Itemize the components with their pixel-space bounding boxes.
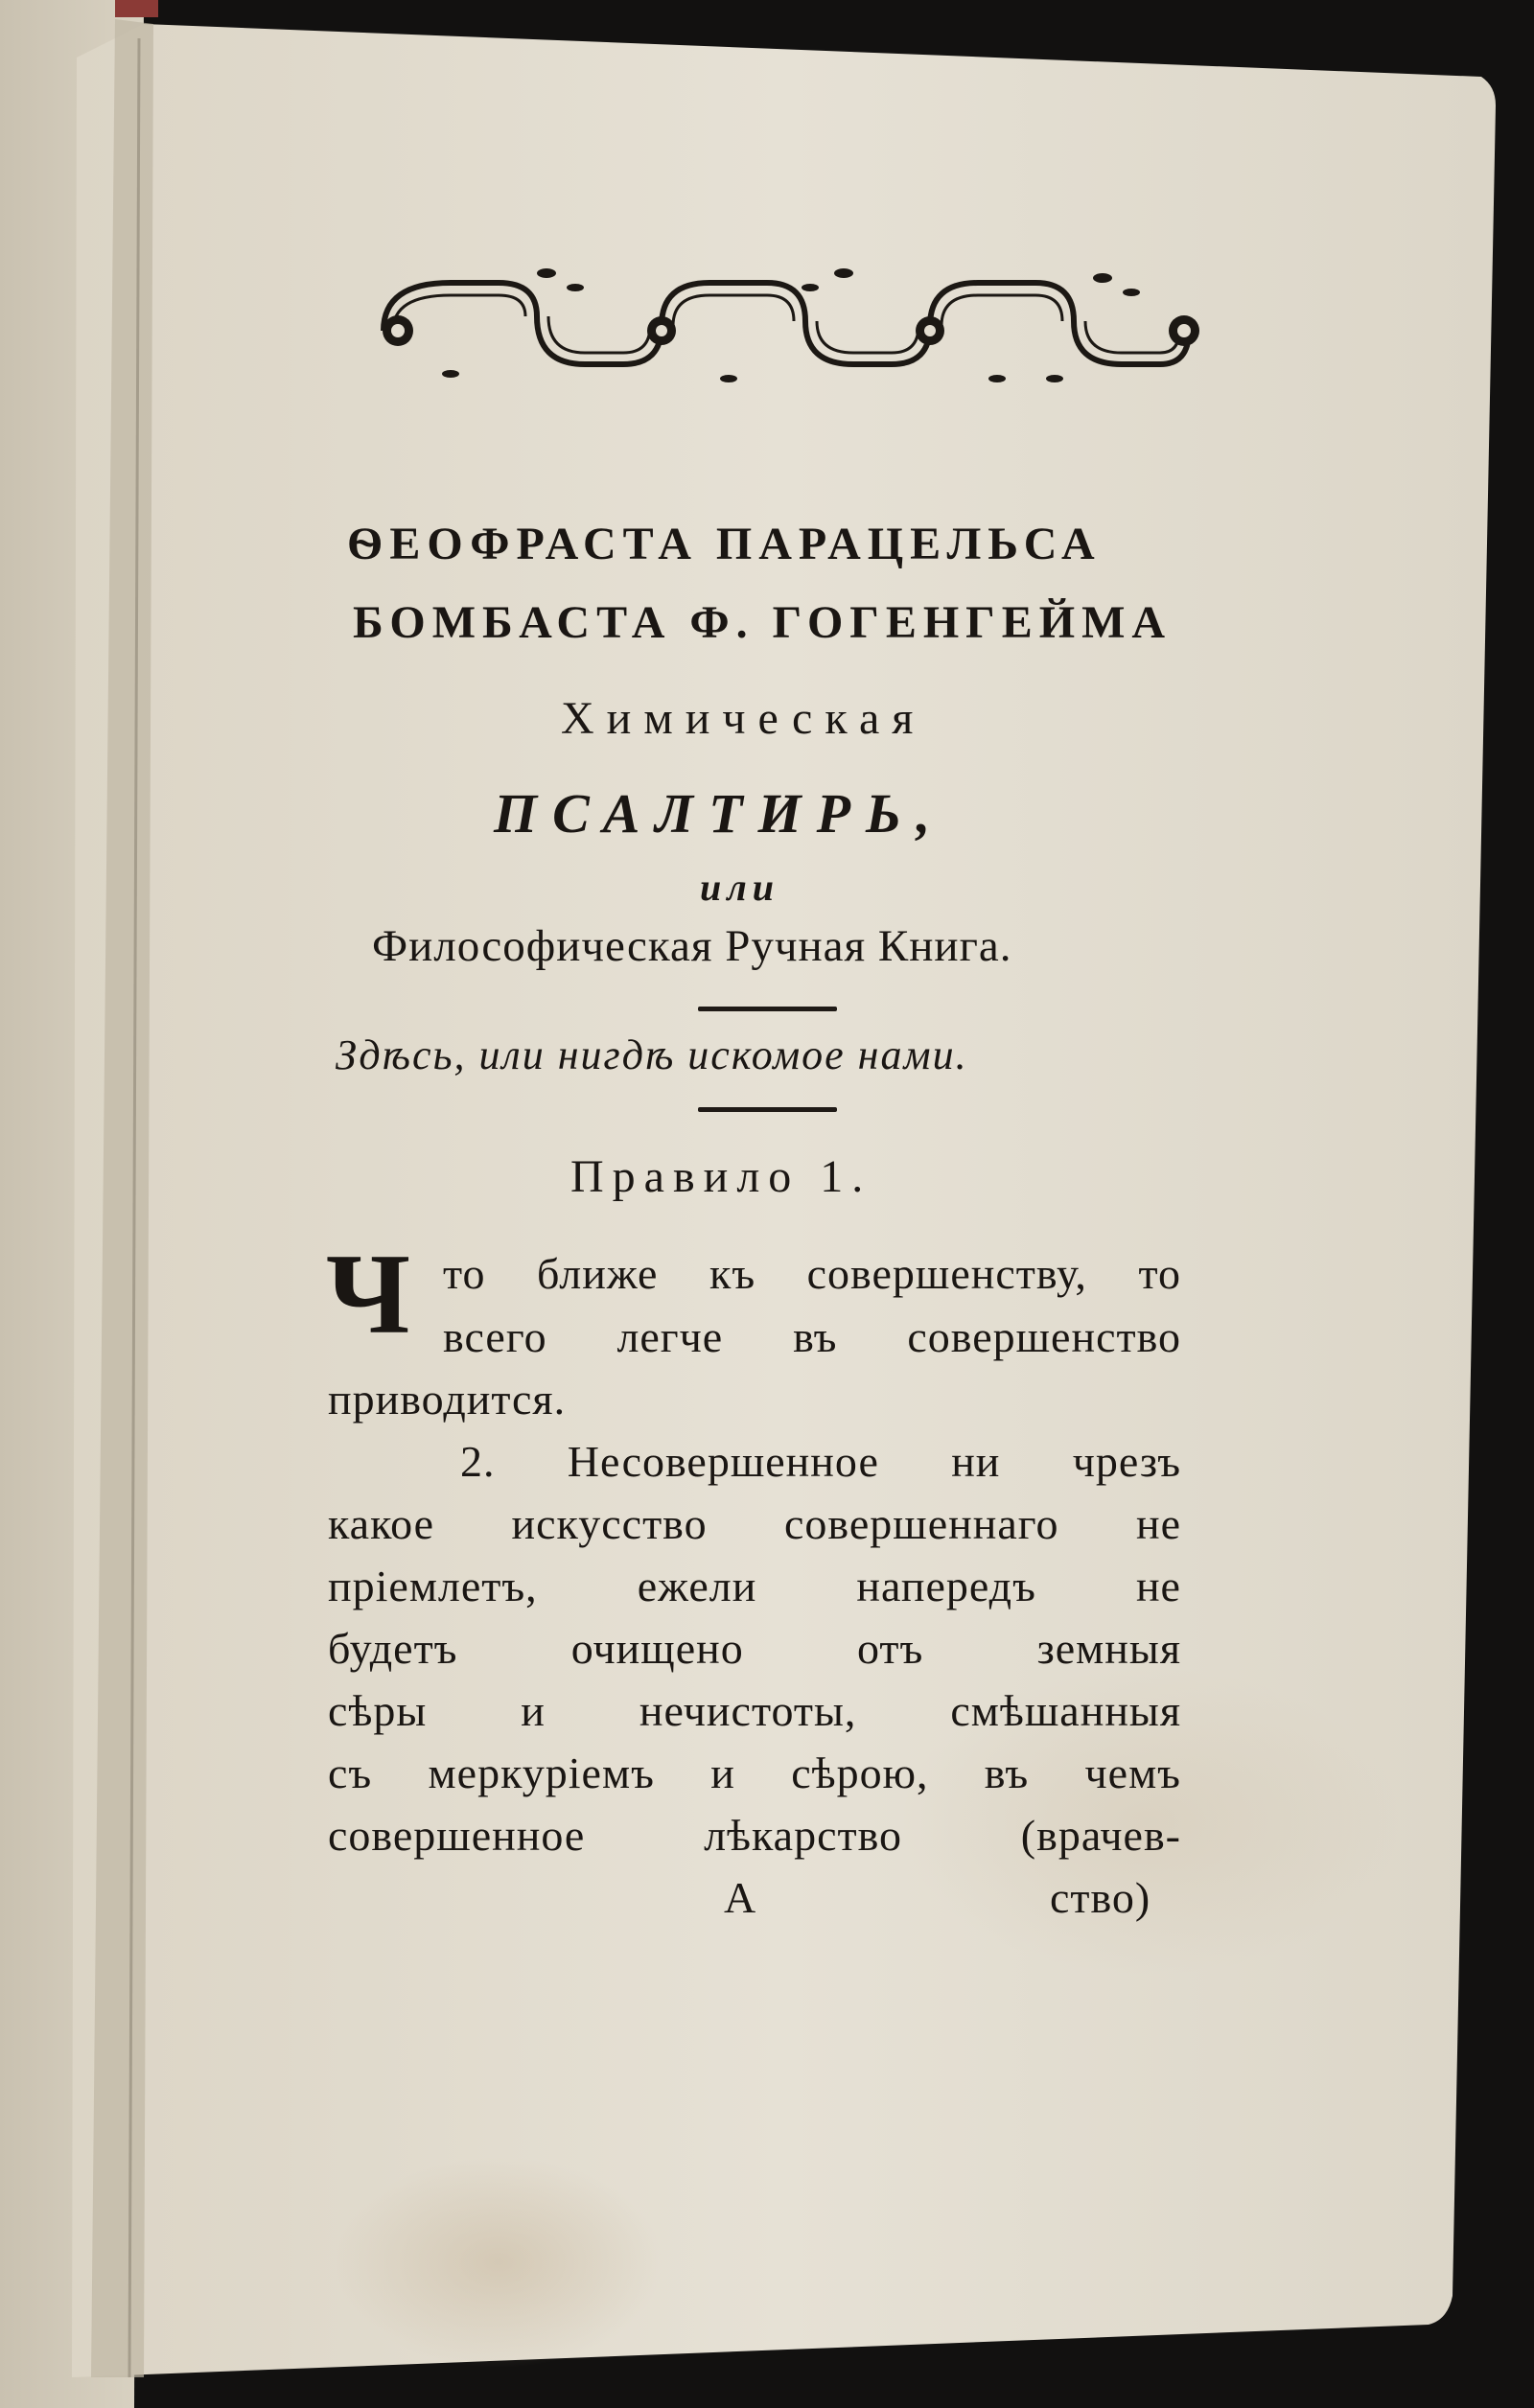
paragraph1-line1 — [443, 1248, 1181, 1299]
word: ни — [951, 1437, 1001, 1486]
word: не — [1135, 1499, 1181, 1548]
word: (врачев- — [1020, 1811, 1181, 1860]
word: совершеннаго — [784, 1499, 1059, 1548]
word: меркурiемъ — [428, 1748, 655, 1797]
divider-bottom — [698, 1107, 837, 1112]
word: въ — [793, 1312, 838, 1361]
title-line-author: ѲЕОФРАСТА ПАРАЦЕЛЬСА — [347, 519, 1102, 569]
word: очищено — [570, 1624, 744, 1673]
word: и — [710, 1748, 735, 1797]
word: и — [521, 1686, 546, 1735]
word: напередъ — [856, 1562, 1036, 1610]
word: сѣрою, — [791, 1748, 929, 1797]
word: совершенное — [328, 1811, 586, 1860]
paragraph1-line3: приводится. — [328, 1375, 567, 1424]
word: какое — [328, 1499, 435, 1548]
title-line-main: ПСАЛТИРЬ, — [494, 782, 946, 845]
word: земныя — [1036, 1624, 1181, 1673]
word: искусство — [511, 1499, 708, 1548]
title-conjunction: или — [700, 866, 780, 909]
word: къ — [709, 1249, 756, 1298]
word: совершенству, — [806, 1249, 1087, 1298]
signature-mark: А — [724, 1873, 757, 1922]
paragraph1-line2 — [443, 1311, 1181, 1362]
word: то — [1138, 1249, 1181, 1298]
title-line-adjective: Химическая — [561, 693, 926, 744]
word: лѣкарство — [704, 1811, 903, 1860]
word: ежели — [637, 1562, 757, 1610]
word: прiемлетъ, — [328, 1562, 538, 1610]
paragraph2-line2 — [328, 1498, 1181, 1549]
word: всего — [443, 1312, 547, 1361]
word: не — [1135, 1562, 1181, 1610]
subtitle: Философическая Ручная Книга. — [372, 921, 1012, 971]
word: то — [443, 1249, 486, 1298]
word: ближе — [537, 1249, 659, 1298]
word: отъ — [857, 1624, 924, 1673]
word: легче — [616, 1312, 724, 1361]
word: чрезъ — [1072, 1437, 1181, 1486]
word: совершенство — [907, 1312, 1181, 1361]
word: нечистоты, — [639, 1686, 857, 1735]
word: съ — [328, 1748, 373, 1797]
rule-heading: Правило 1. — [570, 1151, 872, 1202]
word: 2. — [460, 1437, 496, 1486]
title-line-author-surname: БОМБАСТА Ф. ГОГЕНГЕЙМА — [353, 597, 1173, 648]
word: сѣры — [328, 1686, 428, 1735]
paragraph2-line3 — [328, 1561, 1181, 1611]
paragraph2-line1 — [460, 1436, 1181, 1487]
paragraph2-line4 — [328, 1623, 1181, 1674]
word: чемъ — [1084, 1748, 1181, 1797]
motto: Здѣсь, или нигдѣ искомое нами. — [336, 1031, 968, 1078]
word: смѣшанныя — [950, 1686, 1181, 1735]
drop-cap: Ч — [326, 1230, 411, 1357]
divider-top — [698, 1007, 837, 1011]
paragraph2-line7 — [328, 1810, 1181, 1861]
word: въ — [984, 1748, 1030, 1797]
word: Несовершенное — [567, 1437, 879, 1486]
paragraph2-line6 — [328, 1748, 1181, 1798]
word: будетъ — [328, 1624, 458, 1673]
paragraph2-line5 — [328, 1685, 1181, 1736]
catchword: ство) — [1050, 1873, 1151, 1922]
